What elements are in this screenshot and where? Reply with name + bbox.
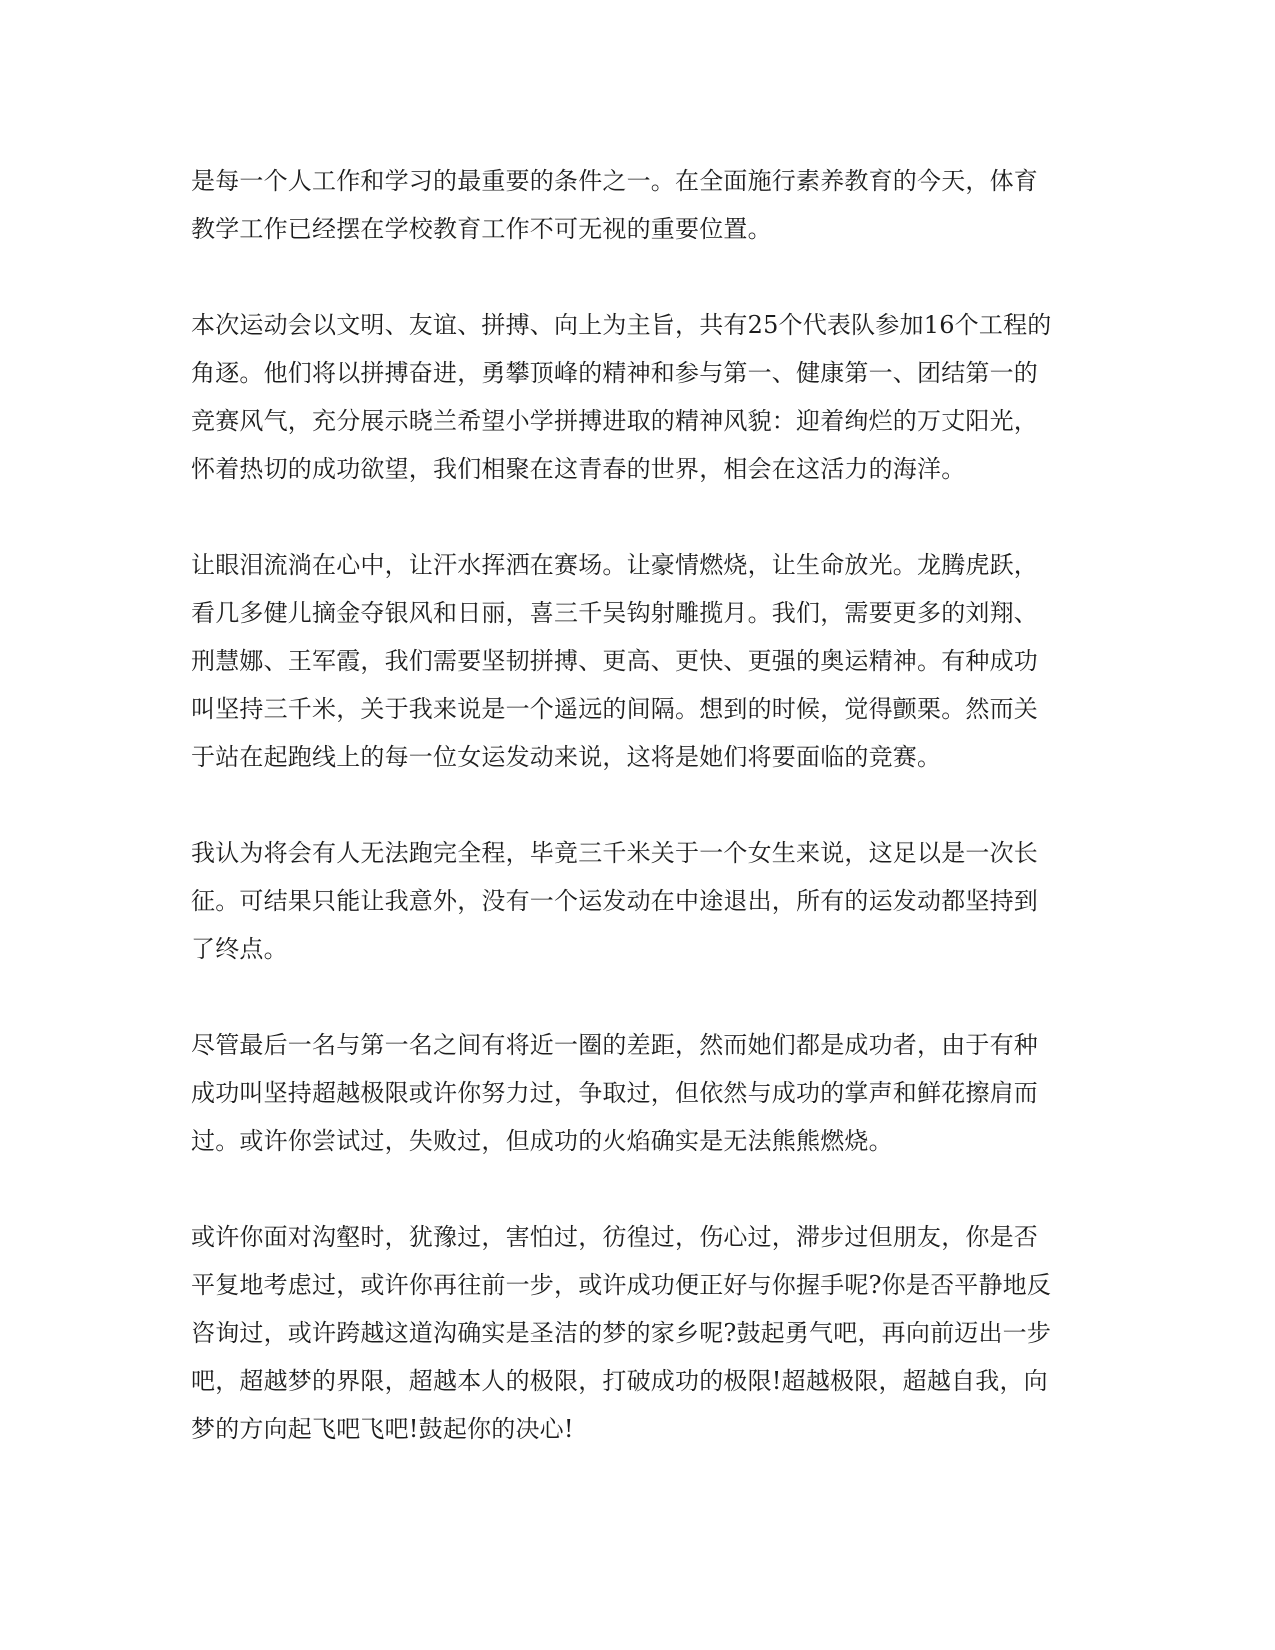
paragraph-6	[191, 1213, 1091, 1453]
text-line: 让眼泪流淌在心中，让汗水挥洒在赛场。让豪情燃烧，让生命放光。龙腾虎跃，	[191, 551, 1038, 579]
text-line: 过。或许你尝试过，失败过，但成功的火焰确实是无法熊熊燃烧。	[191, 1127, 893, 1155]
text-line: 本次运动会以文明、友谊、拼搏、向上为主旨，共有25个代表队参加16个工程的	[191, 311, 1052, 339]
text-line: 或许你面对沟壑时，犹豫过，害怕过，彷徨过，伤心过，滞步过但朋友，你是否	[191, 1223, 1038, 1251]
text-line: 角逐。他们将以拼搏奋进，勇攀顶峰的精神和参与第一、健康第一、团结第一的	[191, 359, 1038, 387]
paragraph-2	[191, 301, 1091, 493]
paragraph-1	[191, 157, 1091, 253]
paragraph-5	[191, 1021, 1091, 1165]
text-line: 成功叫坚持超越极限或许你努力过，争取过，但依然与成功的掌声和鲜花擦肩而	[191, 1079, 1038, 1107]
text-line: 教学工作已经摆在学校教育工作不可无视的重要位置。	[191, 215, 772, 243]
paragraph-3	[191, 541, 1091, 781]
text-line: 咨询过，或许跨越这道沟确实是圣洁的梦的家乡呢?鼓起勇气吧，再向前迈出一步	[191, 1319, 1052, 1347]
text-line: 竞赛风气，充分展示晓兰希望小学拼搏进取的精神风貌：迎着绚烂的万丈阳光，	[191, 407, 1038, 435]
text-line: 叫坚持三千米，关于我来说是一个遥远的间隔。想到的时候，觉得颤栗。然而关	[191, 695, 1038, 723]
text-line: 梦的方向起飞吧飞吧!鼓起你的决心!	[191, 1415, 574, 1443]
text-line: 怀着热切的成功欲望，我们相聚在这青春的世界，相会在这活力的海洋。	[191, 455, 966, 483]
text-line: 征。可结果只能让我意外，没有一个运发动在中途退出，所有的运发动都坚持到	[191, 887, 1038, 915]
text-line: 平复地考虑过，或许你再往前一步，或许成功便正好与你握手呢?你是否平静地反	[191, 1271, 1052, 1299]
document-body	[191, 157, 1091, 1501]
text-line: 看几多健儿摘金夺银风和日丽，喜三千吴钩射雕揽月。我们，需要更多的刘翔、	[191, 599, 1038, 627]
text-line: 了终点。	[191, 935, 288, 963]
paragraph-4	[191, 829, 1091, 973]
text-line: 刑慧娜、王军霞，我们需要坚韧拼搏、更高、更快、更强的奥运精神。有种成功	[191, 647, 1038, 675]
text-line: 是每一个人工作和学习的最重要的条件之一。在全面施行素养教育的今天，体育	[191, 167, 1038, 195]
text-line: 吧，超越梦的界限，超越本人的极限，打破成功的极限!超越极限，超越自我，向	[191, 1367, 1048, 1395]
text-line: 尽管最后一名与第一名之间有将近一圈的差距，然而她们都是成功者，由于有种	[191, 1031, 1038, 1059]
text-line: 我认为将会有人无法跑完全程，毕竟三千米关于一个女生来说，这足以是一次长	[191, 839, 1038, 867]
text-line: 于站在起跑线上的每一位女运发动来说，这将是她们将要面临的竞赛。	[191, 743, 942, 771]
